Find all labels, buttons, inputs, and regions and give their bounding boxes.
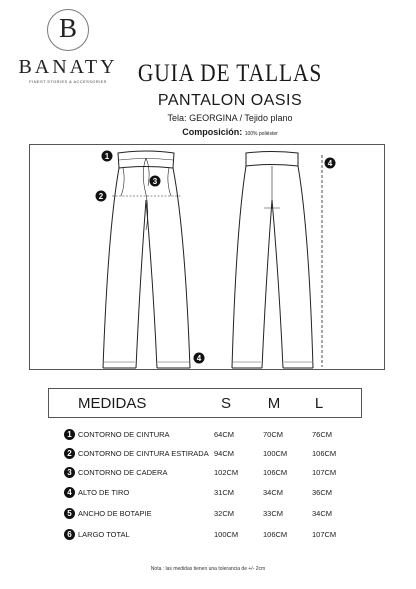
cell-l: 106CM xyxy=(312,448,337,458)
product-name: PANTALON OASIS xyxy=(157,92,303,109)
diagram-marker-1 xyxy=(102,151,113,162)
cell-l: 34CM xyxy=(312,508,333,518)
svg-text:2: 2 xyxy=(98,192,104,201)
cell-l: 36CM xyxy=(312,487,333,497)
diagram-marker-3 xyxy=(150,176,161,187)
cell-s: 32CM xyxy=(214,508,235,518)
cell-l: 107CM xyxy=(312,529,337,539)
row-number-badge: 2 xyxy=(64,448,75,459)
row-number-badge: 4 xyxy=(64,487,75,498)
diagram-marker-4-length xyxy=(325,158,336,169)
row-label: CONTORNO DE CINTURA xyxy=(78,429,170,439)
row-number-badge: 3 xyxy=(64,467,75,478)
cell-s: 100CM xyxy=(214,529,239,539)
row-label: LARGO TOTAL xyxy=(78,529,130,539)
row-number-badge: 1 xyxy=(64,429,75,440)
cell-m: 33CM xyxy=(263,508,284,518)
row-number-badge: 6 xyxy=(64,529,75,540)
composition-value: 100% poliéster xyxy=(244,131,278,137)
composition-label: Composición: xyxy=(182,127,243,137)
cell-m: 106CM xyxy=(263,529,288,539)
cell-s: 94CM xyxy=(214,448,235,458)
fabric-value: GEORGINA xyxy=(189,113,238,123)
logo-initial: B xyxy=(58,13,77,43)
size-l-header: L xyxy=(314,395,324,412)
svg-text:4: 4 xyxy=(196,354,202,363)
tolerance-note: Nota : las medidas tienen una tolerancia de +/- 2cm xyxy=(150,566,266,572)
cell-m: 106CM xyxy=(263,467,288,477)
svg-text:1: 1 xyxy=(104,152,110,161)
diagram-marker-4-hem xyxy=(194,353,205,364)
table-row xyxy=(64,527,130,541)
pants-front-drawing xyxy=(103,151,190,368)
brand-tagline: FINEST STORIES & ACCESSORIES xyxy=(29,79,107,84)
table-row xyxy=(64,446,209,460)
cell-s: 31CM xyxy=(214,487,235,497)
row-label: ANCHO DE BOTAPIE xyxy=(78,508,152,518)
row-label: CONTORNO DE CADERA xyxy=(78,467,168,477)
page-title: GUIA DE TALLAS xyxy=(137,60,323,87)
table-row xyxy=(64,465,167,479)
svg-text:4: 4 xyxy=(327,159,333,168)
cell-m: 34CM xyxy=(263,487,284,497)
diagram-marker-2 xyxy=(96,191,107,202)
fabric-type: / Tejido plano xyxy=(239,113,293,123)
table-row xyxy=(64,485,129,499)
pants-back-drawing xyxy=(232,152,313,369)
table-row xyxy=(64,506,152,520)
row-label: CONTORNO DE CINTURA ESTIRADA xyxy=(78,448,209,458)
brand-name: BANATY xyxy=(18,56,118,78)
measures-header: MEDIDAS xyxy=(78,395,147,412)
row-label: ALTO DE TIRO xyxy=(78,487,130,497)
size-s-header: S xyxy=(220,395,231,412)
cell-m: 100CM xyxy=(263,448,288,458)
fabric-label: Tela: xyxy=(167,113,187,123)
cell-l: 76CM xyxy=(312,429,333,439)
cell-s: 102CM xyxy=(214,467,239,477)
row-number-badge: 5 xyxy=(64,508,75,519)
table-row xyxy=(64,427,170,441)
cell-s: 64CM xyxy=(214,429,235,439)
svg-text:3: 3 xyxy=(152,177,158,186)
size-m-header: M xyxy=(267,395,281,412)
cell-m: 70CM xyxy=(263,429,284,439)
cell-l: 107CM xyxy=(312,467,337,477)
